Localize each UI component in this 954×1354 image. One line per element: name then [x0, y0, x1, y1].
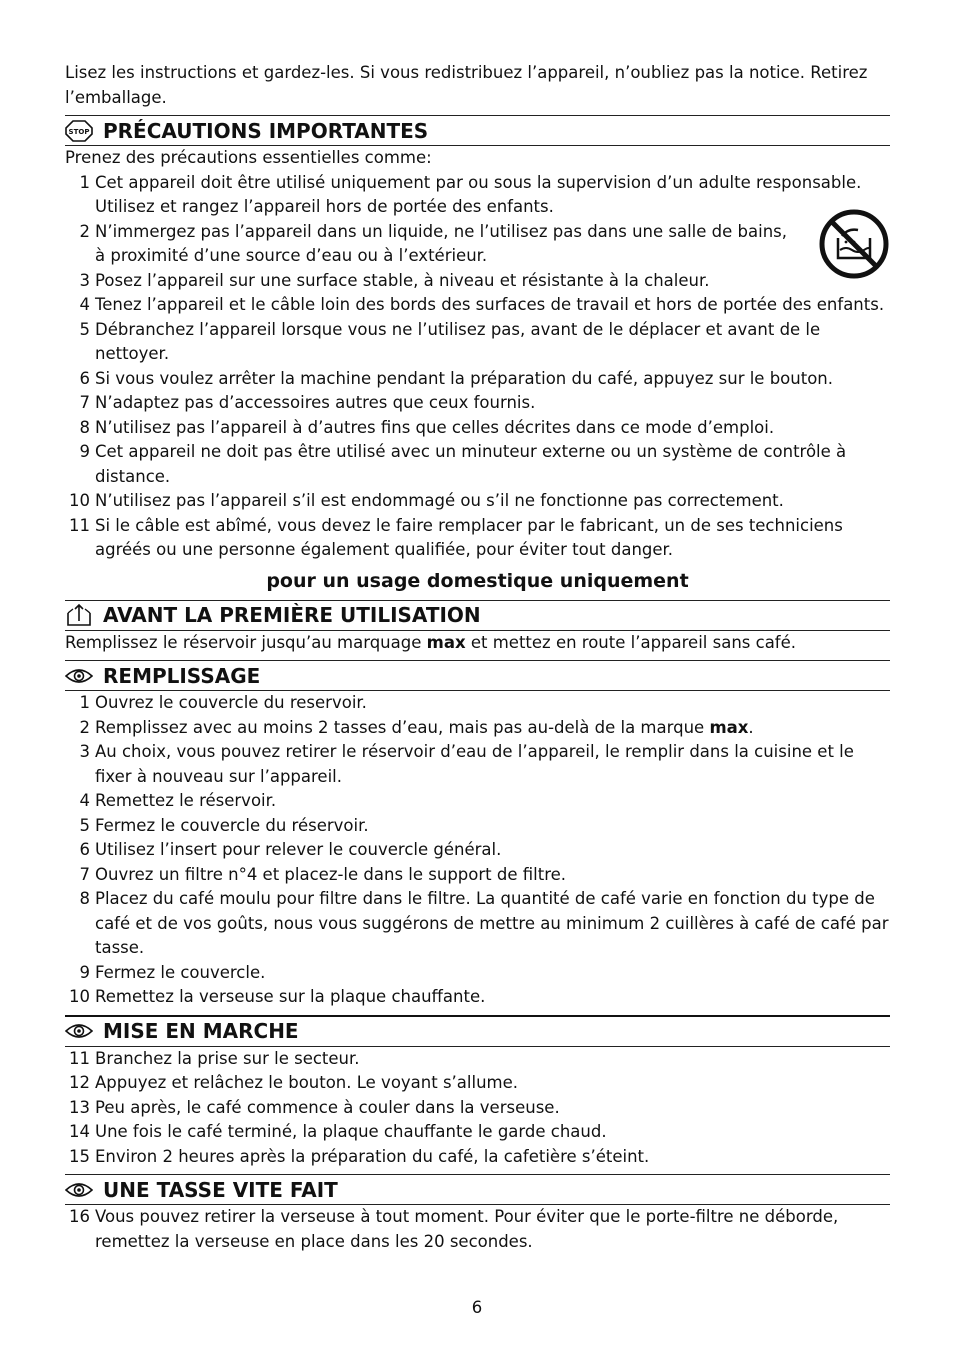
list-item: 15 Environ 2 heures après la préparation du café, la cafetière s’éteint.	[69, 1146, 650, 1166]
list-item: 3 Au choix, vous pouvez retirer le réservoir d’eau de l’appareil, le remplir dans la cuisine et le fixer à nouveau sur l’appareil.	[79, 742, 854, 786]
list-item: 8 Placez du café moulu pour filtre dans le filtre. La quantité de café varie en fonction du type de café et de vos goûts, nous vous suggérons de mettre au minimum 2 cuillères à café de café par tasse.	[79, 889, 889, 957]
section-title: PRÉCAUTIONS IMPORTANTES	[103, 118, 429, 143]
list-item: 6 Si vous voulez arrêter la machine pendant la préparation du café, appuyez sur le bouton.	[79, 368, 833, 388]
list-item: 1 Cet appareil doit être utilisé uniquement par ou sous la supervision d’un adulte responsable. Utilisez et rangez l’appareil hors de portée des enfants.	[79, 172, 862, 216]
stop-icon	[65, 120, 93, 142]
eye-icon	[65, 1179, 93, 1201]
section-title: MISE EN MARCHE	[103, 1019, 299, 1043]
list-item: 14 Une fois le café terminé, la plaque chauffante le garde chaud.	[69, 1122, 607, 1141]
list-item: 1 Ouvrez le couvercle du reservoir.	[79, 693, 367, 712]
list-item: 5 Fermez le couvercle du réservoir.	[79, 815, 369, 835]
section-header-start	[65, 1015, 890, 1047]
list-item: 10 N’utilisez pas l’appareil s’il est endommagé ou s’il ne fonctionne pas correctement.	[69, 491, 784, 510]
section-title: AVANT LA PREMIÈRE UTILISATION	[103, 603, 481, 627]
section-header-filling	[65, 660, 890, 691]
list-item: 13 Peu après, le café commence à couler dans la verseuse.	[69, 1097, 560, 1117]
list-item: 7 N’adaptez pas d’accessoires autres que ceux fournis.	[79, 393, 536, 412]
list-item: 9 Fermez le couvercle.	[79, 962, 266, 982]
unpack-icon	[65, 604, 93, 626]
eye-icon	[65, 665, 93, 687]
intro-text: Lisez les instructions et gardez-les. Si vous redistribuez l’appareil, n’oubliez pas la notice. Retirez l’emballage.	[65, 63, 868, 107]
no-immersion-icon	[818, 208, 890, 280]
section-header-first-use	[65, 600, 890, 631]
list-item: 7 Ouvrez un filtre n°4 et placez-le dans le support de filtre.	[79, 864, 567, 884]
section-header-quick-cup	[65, 1174, 890, 1205]
quick-cup-list	[65, 1205, 890, 1254]
filling-list	[65, 691, 890, 1010]
eye-icon	[65, 1020, 93, 1042]
precautions-list	[65, 171, 890, 563]
list-item: 8 N’utilisez pas l’appareil à d’autres fins que celles décrites dans ce mode d’emploi.	[79, 417, 775, 437]
list-item: 16 Vous pouvez retirer la verseuse à tout moment. Pour éviter que le porte-filtre ne déborde, remettez la verseuse en place dans les 20 secondes.	[69, 1207, 839, 1251]
list-item: 11 Si le câble est abîmé, vous devez le faire remplacer par le fabricant, un de ses techniciens agréés ou une personne également qualifiée, pour éviter tout danger.	[69, 515, 843, 559]
list-item: 10 Remettez la verseuse sur la plaque chauffante.	[69, 987, 486, 1006]
list-item: 5 Débranchez l’appareil lorsque vous ne l’utilisez pas, avant de le déplacer et avant de le nettoyer.	[79, 319, 821, 363]
list-item: 2 Remplissez avec au moins 2 tasses d’eau, mais pas au-delà de la marque max.	[79, 717, 754, 737]
list-item: 12 Appuyez et relâchez le bouton. Le voyant s’allume.	[69, 1073, 519, 1092]
list-item: 2 N’immergez pas l’appareil dans un liquide, ne l’utilisez pas dans une salle de bains, à proximité d’une source d’eau ou à l’extérieur.	[79, 221, 787, 265]
list-item: 4 Remettez le réservoir.	[79, 791, 277, 810]
manual-page	[65, 60, 890, 1254]
precautions-lead: Prenez des précautions essentielles comme:	[65, 148, 432, 167]
section-header-precautions	[65, 115, 890, 146]
list-item: 9 Cet appareil ne doit pas être utilisé avec un minuteur externe ou un système de contrôle à distance.	[79, 442, 847, 486]
start-list	[65, 1047, 890, 1170]
section-title: UNE TASSE VITE FAIT	[103, 1177, 338, 1202]
list-item: 11 Branchez la prise sur le secteur.	[69, 1048, 360, 1068]
list-item: 3 Posez l’appareil sur une surface stable, à niveau et résistante à la chaleur.	[79, 270, 710, 290]
section-title: REMPLISSAGE	[103, 663, 261, 688]
page-number: 6	[471, 1298, 483, 1317]
domestic-use-notice: pour un usage domestique uniquement	[266, 569, 689, 592]
svg-text:STOP: STOP	[68, 127, 90, 136]
list-item: 4 Tenez l’appareil et le câble loin des bords des surfaces de travail et hors de portée des enfants.	[79, 295, 885, 314]
list-item: 6 Utilisez l’insert pour relever le couvercle général.	[79, 840, 502, 859]
first-use-text: Remplissez le réservoir jusqu’au marquage max et mettez en route l’appareil sans café.	[65, 632, 797, 652]
